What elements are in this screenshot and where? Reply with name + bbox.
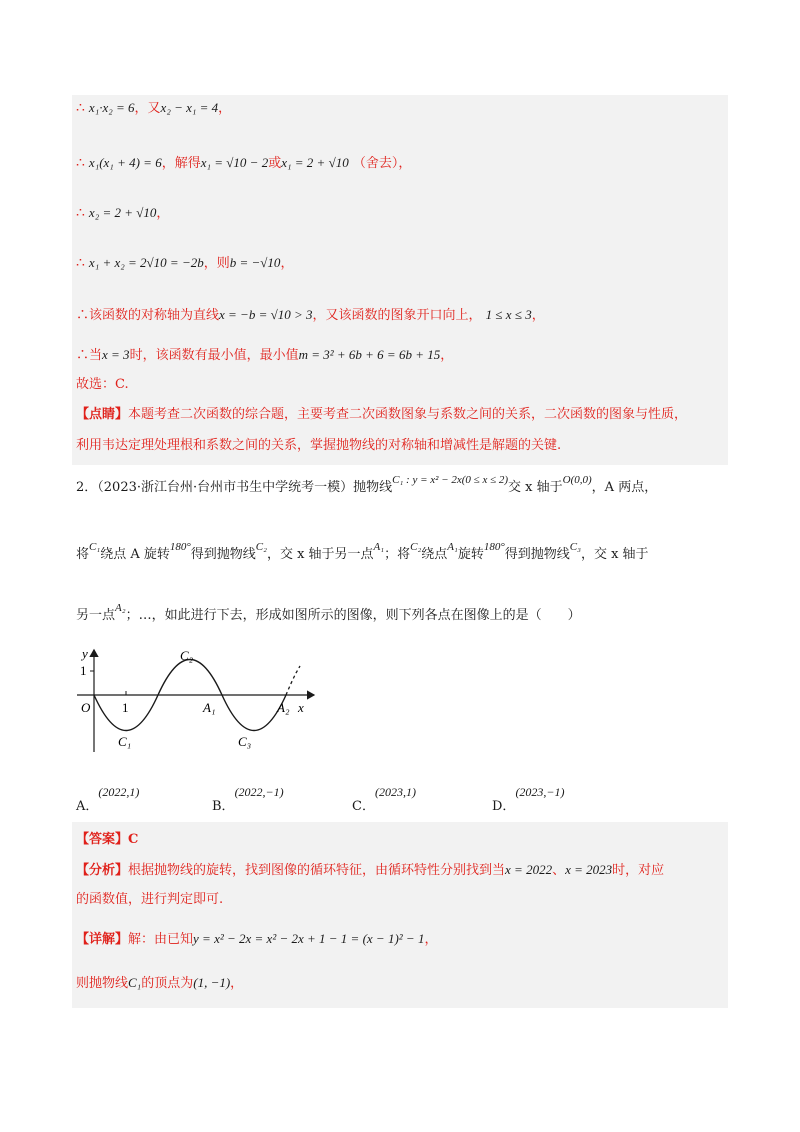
- therefore-symbol: ∴: [76, 100, 85, 116]
- option-a[interactable]: A．(2022,1): [76, 785, 140, 814]
- solution-choice: 故选：C.: [76, 377, 129, 392]
- answer-value: C: [128, 832, 139, 847]
- question-line-2: 将$^{C_1}$绕点 A 旋转$^{180^\circ}$得到抛物线$^{C_2}$，交 x 轴于另一点$^{A_1}$；将$^{C_2}$绕点$^{A_1}$旋转$^{180^\circ}$得到抛物线$^{C_3}$，交 x 轴于: [76, 541, 649, 562]
- analysis-tag: 【分析】: [76, 863, 129, 878]
- detail-line-2: 则抛物线C₁的顶点为(1, −1)，: [76, 975, 244, 991]
- solution-line-1: ∴ x₁·x₂ = 6，又x₂ − x₁ = 4，: [76, 100, 232, 116]
- detail-tag: 【详解】: [76, 932, 129, 947]
- parabola-chain-graph: [72, 640, 322, 760]
- curve-continuation: [286, 666, 300, 695]
- solution-line-3: ∴ x₂ = 2 + √10，: [76, 205, 170, 221]
- label-a2: A₂: [277, 700, 290, 715]
- label-a1: A₁: [203, 700, 216, 715]
- y-axis-label: y: [82, 646, 88, 661]
- x-axis-label: x: [298, 700, 304, 715]
- solution-line-2: ∴ x₁(x₁ + 4) = 6，解得x₁ = √10 − 2或x₁ = 2 + √10 （舍去），: [76, 155, 412, 171]
- comment-line-2: 利用韦达定理处理根和系数之间的关系，掌握抛物线的对称轴和增减性是解题的关键.: [76, 438, 562, 453]
- analysis-line-2: 的函数值，进行判定即可.: [76, 892, 224, 907]
- answer-tag: 【答案】: [76, 832, 129, 847]
- y-tick-label: 1: [80, 663, 87, 678]
- comment-line-1: 【点睛】本题考查二次函数的综合题，主要考查二次函数图象与系数之间的关系，二次函数的图象与性质，: [76, 407, 688, 422]
- detail-line-1: 【详解】解：由已知y = x² − 2x = x² − 2x + 1 − 1 = (x − 1)² − 1，: [76, 931, 438, 947]
- answer-line: [76, 830, 138, 850]
- solution-line-5: ∴该函数的对称轴为直线x = −b = √10 > 3，又该函数的图象开口向上， 1 ≤ x ≤ 3，: [76, 307, 545, 323]
- question-line-3: 另一点$^{A_2}$；…，如此进行下去，形成如图所示的图像，则下列各点在图像上的是（ ）: [76, 602, 581, 623]
- comment-tag: 【点睛】: [76, 407, 129, 422]
- option-b[interactable]: B．(2022,−1): [212, 785, 284, 814]
- question-line-1: 2．（2023·浙江台州·台州市书生中学统考一模）抛物线$^{C_1 : y = x^2 - 2x(0 \le x \le 2)}$交 x 轴于$^{O(0,0)}$，A 两点，: [76, 474, 658, 495]
- solution-line-4: ∴ x₁ + x₂ = 2√10 = −2b，则b = −√10，: [76, 255, 294, 271]
- label-c1: C₁: [118, 734, 132, 749]
- analysis-line-1: 【分析】根据抛物线的旋转，找到图像的循环特征，由循环特性分别找到当x = 2022、x = 2023时，对应: [76, 862, 665, 878]
- label-c3: C₃: [238, 734, 252, 749]
- origin-label: O: [81, 700, 91, 715]
- option-d[interactable]: D．(2023,−1): [492, 785, 565, 814]
- x-tick-label: 1: [122, 700, 129, 715]
- solution-line-6: ∴当x = 3时，该函数有最小值，最小值m = 3² + 6b + 6 = 6b + 15，: [76, 347, 454, 363]
- label-c2: C₂: [180, 648, 194, 663]
- option-c[interactable]: C．(2023,1): [352, 785, 416, 814]
